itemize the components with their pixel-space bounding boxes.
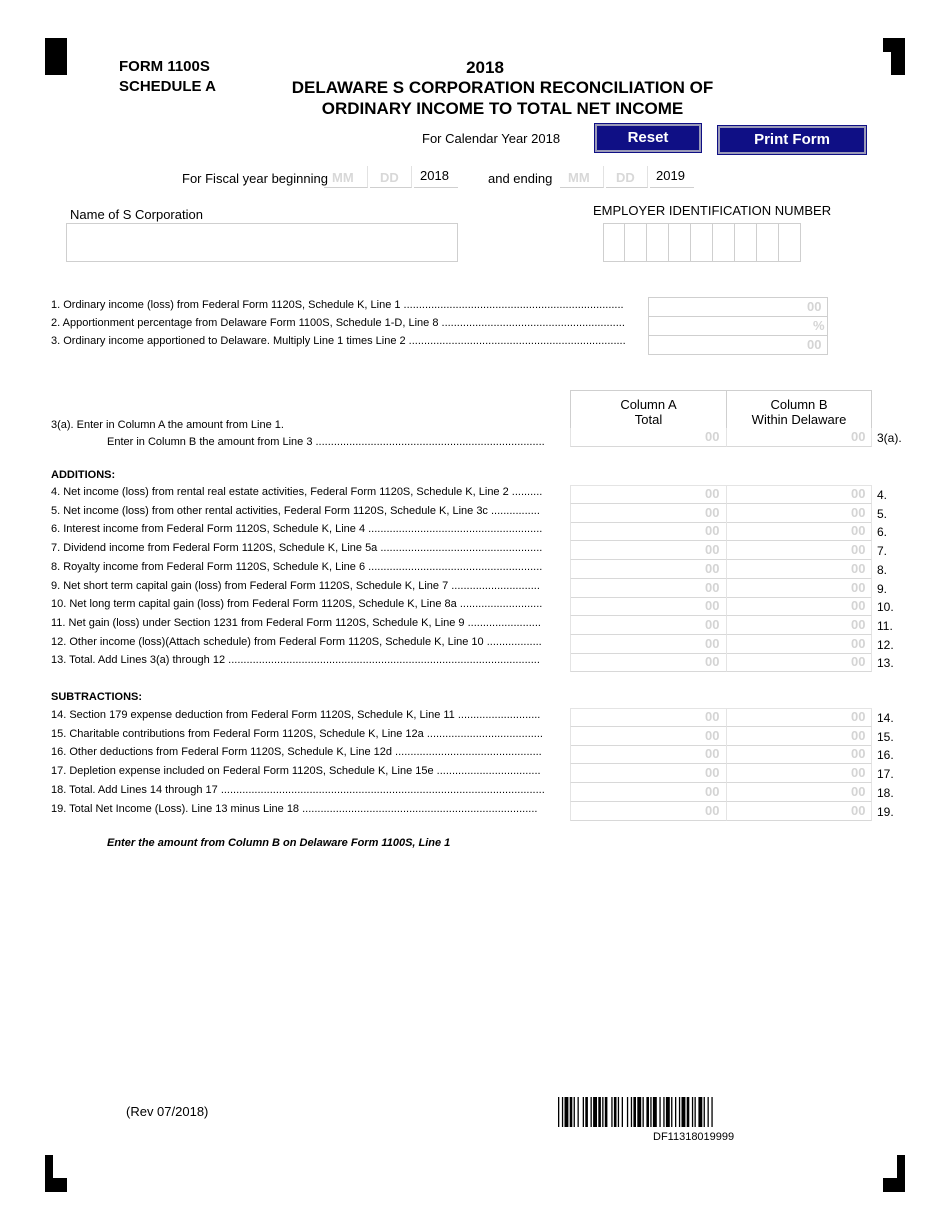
line-18-number: 18. bbox=[877, 785, 894, 800]
line-6-label: 6. Interest income from Federal Form 1120S, Schedule K, Line 4 ......................................................... bbox=[51, 523, 543, 536]
schedule-label: SCHEDULE A bbox=[119, 78, 216, 95]
line-18-column-a-cents: 00 bbox=[705, 783, 720, 799]
barcode-text: DF11318019999 bbox=[653, 1131, 735, 1143]
fiscal-ending-label: and ending bbox=[488, 171, 553, 186]
line-18-column-a-input[interactable] bbox=[570, 783, 727, 802]
line-8-column-b-input[interactable] bbox=[726, 560, 872, 579]
barcode-bar bbox=[558, 1097, 559, 1127]
line-3a-number: 3(a). bbox=[877, 431, 902, 445]
line-11-column-b-cents: 00 bbox=[851, 616, 866, 632]
line-13-number: 13. bbox=[877, 656, 894, 671]
line-6-column-b-input[interactable] bbox=[726, 522, 872, 541]
line-5-column-b-cents: 00 bbox=[851, 504, 866, 520]
line-17-column-a-input[interactable] bbox=[570, 764, 727, 783]
line-4-column-b-input[interactable] bbox=[726, 485, 872, 504]
barcode-bar bbox=[562, 1097, 563, 1127]
line-16-number: 16. bbox=[877, 748, 894, 763]
barcode-bar bbox=[671, 1097, 672, 1127]
line-3-label: 3. Ordinary income apportioned to Delaware. Multiply Line 1 times Line 2 ....................................................................... bbox=[51, 335, 626, 347]
barcode-bar bbox=[605, 1097, 608, 1127]
barcode-bar bbox=[574, 1097, 575, 1127]
barcode-bar bbox=[618, 1097, 619, 1127]
ein-digit-2[interactable] bbox=[625, 223, 647, 262]
begin-month-placeholder: MM bbox=[332, 170, 354, 185]
barcode-bar bbox=[675, 1097, 676, 1127]
line-10-column-b-input[interactable] bbox=[726, 597, 872, 616]
line-3a-column-a-cents: 00 bbox=[705, 429, 720, 444]
line-17-number: 17. bbox=[877, 767, 894, 782]
line-7-number: 7. bbox=[877, 544, 888, 559]
barcode-bar bbox=[679, 1097, 680, 1127]
page-title-line2: ORDINARY INCOME TO TOTAL NET INCOME bbox=[321, 99, 684, 118]
line-6-column-a-cents: 00 bbox=[705, 523, 720, 539]
barcode-bar bbox=[614, 1097, 617, 1127]
barcode-bar bbox=[598, 1097, 601, 1127]
ein-digit-1[interactable] bbox=[603, 223, 625, 262]
line-10-label: 10. Net long term capital gain (loss) from Federal Form 1120S, Schedule K, Line 8a ........................... bbox=[51, 598, 543, 611]
line-6-column-a-input[interactable] bbox=[570, 522, 727, 541]
barcode-bar bbox=[704, 1097, 705, 1127]
line-18-column-b-cents: 00 bbox=[851, 783, 866, 799]
barcode-bar bbox=[627, 1097, 628, 1127]
barcode-bar bbox=[659, 1097, 660, 1127]
end-year-field[interactable] bbox=[650, 166, 694, 188]
line-8-number: 8. bbox=[877, 562, 888, 577]
line-16-column-a-cents: 00 bbox=[705, 746, 720, 762]
line-6-column-b-cents: 00 bbox=[851, 523, 866, 539]
instruction-text: Enter the amount from Column B on Delaware Form 1100S, Line 1 bbox=[107, 837, 451, 849]
print-form-button[interactable]: Print Form bbox=[718, 126, 866, 154]
line-3a-sublabel: Enter in Column B the amount from Line 3 ........................................................................... bbox=[107, 436, 545, 448]
column-a-header bbox=[570, 390, 727, 428]
line-11-column-b-input[interactable] bbox=[726, 616, 872, 635]
line-11-column-a-cents: 00 bbox=[705, 616, 720, 632]
ein-digit-7[interactable] bbox=[735, 223, 757, 262]
barcode bbox=[558, 1097, 828, 1127]
line-6-number: 6. bbox=[877, 525, 888, 540]
line-1-cents: 00 bbox=[807, 299, 822, 314]
line-4-column-b-cents: 00 bbox=[851, 486, 866, 501]
line-5-label: 5. Net income (loss) from other rental activities, Federal Form 1120S, Schedule K, Line 3c ................ bbox=[51, 504, 540, 517]
column-a-subtitle: Total bbox=[634, 412, 663, 427]
line-19-label: 19. Total Net Income (Loss). Line 13 minus Line 18 ............................................................................. bbox=[51, 802, 538, 815]
begin-month-field[interactable] bbox=[324, 166, 368, 188]
registration-mark-bottom-left bbox=[45, 1155, 67, 1192]
line-5-number: 5. bbox=[877, 506, 888, 521]
end-year-value: 2019 bbox=[656, 168, 685, 183]
fiscal-beginning-label: For Fiscal year beginning bbox=[182, 171, 328, 186]
line-17-column-a-cents: 00 bbox=[705, 765, 720, 781]
line-8-column-b-cents: 00 bbox=[851, 560, 866, 576]
barcode-bar bbox=[666, 1097, 670, 1127]
line-19-column-b-input[interactable] bbox=[726, 802, 872, 821]
barcode-bar bbox=[646, 1097, 649, 1127]
line-2-label: 2. Apportionment percentage from Delaware Form 1100S, Schedule 1-D, Line 8 ............................................................ bbox=[51, 317, 625, 329]
line-9-column-a-cents: 00 bbox=[705, 579, 720, 595]
line-4-column-a-cents: 00 bbox=[705, 486, 720, 501]
line-15-column-a-cents: 00 bbox=[705, 727, 720, 743]
line-16-column-a-input[interactable] bbox=[570, 745, 727, 764]
line-16-column-b-cents: 00 bbox=[851, 746, 866, 762]
begin-year-value: 2018 bbox=[420, 168, 449, 183]
line-19-column-a-input[interactable] bbox=[570, 802, 727, 821]
barcode-bar bbox=[650, 1097, 651, 1127]
column-a-title: Column A bbox=[620, 397, 677, 412]
begin-day-placeholder: DD bbox=[380, 170, 399, 185]
line-14-label: 14. Section 179 expense deduction from Federal Form 1120S, Schedule K, Line 11 ........................... bbox=[51, 709, 541, 721]
corp-name-input[interactable] bbox=[66, 223, 458, 262]
ein-digit-8[interactable] bbox=[757, 223, 779, 262]
ein-digit-4[interactable] bbox=[669, 223, 691, 262]
table-top-rule bbox=[570, 708, 872, 709]
ein-label: EMPLOYER IDENTIFICATION NUMBER bbox=[593, 203, 832, 218]
barcode-bar bbox=[687, 1097, 690, 1127]
line-17-column-b-input[interactable] bbox=[726, 764, 872, 783]
line-5-column-a-cents: 00 bbox=[705, 504, 720, 520]
line-3a-column-a-input[interactable] bbox=[570, 428, 727, 447]
line-17-label: 17. Depletion expense included on Federal Form 1120S, Schedule K, Line 15e .................................. bbox=[51, 765, 541, 778]
line-4-number: 4. bbox=[877, 488, 888, 502]
line-11-column-a-input[interactable] bbox=[570, 616, 727, 635]
barcode-bar bbox=[602, 1097, 603, 1127]
line-15-column-b-cents: 00 bbox=[851, 727, 866, 743]
line-9-column-a-input[interactable] bbox=[570, 579, 727, 598]
line-1-input[interactable] bbox=[648, 297, 828, 316]
barcode-bar bbox=[695, 1097, 696, 1127]
calendar-year: For Calendar Year 2018 bbox=[422, 131, 561, 146]
column-b-title: Column B bbox=[770, 397, 828, 412]
registration-mark-top-left bbox=[45, 38, 67, 75]
barcode-bar bbox=[708, 1097, 709, 1127]
end-day-field[interactable] bbox=[606, 166, 648, 188]
line-5-column-a-input[interactable] bbox=[570, 504, 727, 523]
barcode-bar bbox=[583, 1097, 584, 1127]
line-12-number: 12. bbox=[877, 637, 894, 652]
barcode-bar bbox=[637, 1097, 641, 1127]
registration-mark-top-right bbox=[883, 38, 905, 75]
line-19-column-b-cents: 00 bbox=[851, 802, 866, 818]
line-10-column-a-cents: 00 bbox=[705, 598, 720, 614]
ein-digit-3[interactable] bbox=[647, 223, 669, 262]
line-2-input[interactable] bbox=[648, 316, 828, 335]
line-13-column-a-cents: 00 bbox=[705, 654, 720, 670]
barcode-bar bbox=[711, 1097, 712, 1127]
line-16-label: 16. Other deductions from Federal Form 1120S, Schedule K, Line 12d ................................................ bbox=[51, 746, 542, 759]
table-top-rule bbox=[570, 485, 872, 486]
line-15-column-b-input[interactable] bbox=[726, 727, 872, 746]
line-1-label: 1. Ordinary income (loss) from Federal Form 1120S, Schedule K, Line 1 ........................................................................ bbox=[51, 299, 624, 311]
begin-day-field[interactable] bbox=[370, 166, 412, 188]
column-b-subtitle: Within Delaware bbox=[751, 412, 847, 427]
end-month-placeholder: MM bbox=[568, 170, 590, 185]
line-13-column-b-input[interactable] bbox=[726, 653, 872, 672]
line-15-label: 15. Charitable contributions from Federal Form 1120S, Schedule K, Line 12a ...................................... bbox=[51, 727, 543, 740]
line-18-label: 18. Total. Add Lines 14 through 17 .......................................................................................................... bbox=[51, 783, 545, 796]
line-12-column-a-cents: 00 bbox=[705, 635, 720, 651]
barcode-bar bbox=[631, 1097, 632, 1127]
begin-year-field[interactable] bbox=[414, 166, 458, 188]
line-12-label: 12. Other income (loss)(Attach schedule) from Federal Form 1120S, Schedule K, Line 10 .................. bbox=[51, 635, 542, 648]
line-14-number: 14. bbox=[877, 711, 894, 725]
form-code: FORM 1100S bbox=[119, 58, 210, 75]
barcode-bar bbox=[593, 1097, 597, 1127]
barcode-bar bbox=[578, 1097, 579, 1127]
line-12-column-b-input[interactable] bbox=[726, 635, 872, 654]
line-8-column-a-cents: 00 bbox=[705, 560, 720, 576]
line-11-label: 11. Net gain (loss) under Section 1231 from Federal Form 1120S, Schedule K, Line 9 ........................ bbox=[51, 616, 541, 629]
line-11-number: 11. bbox=[877, 618, 893, 633]
line-7-column-b-input[interactable] bbox=[726, 541, 872, 560]
line-3-cents: 00 bbox=[807, 337, 822, 352]
barcode-bar bbox=[698, 1097, 702, 1127]
line-10-column-b-cents: 00 bbox=[851, 598, 866, 614]
barcode-bar bbox=[591, 1097, 592, 1127]
line-10-column-a-input[interactable] bbox=[570, 597, 727, 616]
line-13-label: 13. Total. Add Lines 3(a) through 12 ...................................................................................................... bbox=[51, 654, 540, 667]
end-month-field[interactable] bbox=[560, 166, 604, 188]
line-14-column-a-input[interactable] bbox=[570, 708, 727, 727]
ein-digit-6[interactable] bbox=[713, 223, 735, 262]
line-19-column-a-cents: 00 bbox=[705, 802, 720, 818]
line-4-column-a-input[interactable] bbox=[570, 485, 727, 504]
barcode-bar bbox=[585, 1097, 588, 1127]
line-9-number: 9. bbox=[877, 581, 888, 596]
barcode-bar bbox=[663, 1097, 664, 1127]
corp-name-label: Name of S Corporation bbox=[70, 207, 203, 222]
line-7-column-a-cents: 00 bbox=[705, 542, 720, 558]
line-16-column-b-input[interactable] bbox=[726, 745, 872, 764]
line-3a-label: 3(a). Enter in Column A the amount from Line 1. bbox=[51, 419, 284, 431]
line-9-label: 9. Net short term capital gain (loss) from Federal Form 1120S, Schedule K, Line 7 ............................. bbox=[51, 579, 540, 592]
line-7-label: 7. Dividend income from Federal Form 1120S, Schedule K, Line 5a ..................................................... bbox=[51, 542, 543, 555]
revision-date: (Rev 07/2018) bbox=[126, 1104, 209, 1119]
barcode-bar bbox=[682, 1097, 686, 1127]
barcode-bar bbox=[653, 1097, 657, 1127]
line-12-column-b-cents: 00 bbox=[851, 635, 866, 651]
barcode-bar bbox=[570, 1097, 573, 1127]
column-b-header bbox=[726, 390, 872, 428]
line-3-input[interactable] bbox=[648, 335, 828, 355]
barcode-bar bbox=[622, 1097, 623, 1127]
ein-digit-9[interactable] bbox=[779, 223, 801, 262]
line-13-column-b-cents: 00 bbox=[851, 654, 866, 670]
end-day-placeholder: DD bbox=[616, 170, 635, 185]
page-title-line1: DELAWARE S CORPORATION RECONCILIATION OF bbox=[291, 78, 714, 97]
line-7-column-b-cents: 00 bbox=[851, 542, 866, 558]
line-14-column-b-input[interactable] bbox=[726, 708, 872, 727]
barcode-bar bbox=[565, 1097, 569, 1127]
barcode-bar bbox=[643, 1097, 644, 1127]
line-7-column-a-input[interactable] bbox=[570, 541, 727, 560]
line-8-column-a-input[interactable] bbox=[570, 560, 727, 579]
line-14-column-a-cents: 00 bbox=[705, 709, 720, 724]
line-9-column-b-input[interactable] bbox=[726, 579, 872, 598]
line-2-percent: % bbox=[813, 318, 825, 333]
line-14-column-b-cents: 00 bbox=[851, 709, 866, 724]
line-17-column-b-cents: 00 bbox=[851, 765, 866, 781]
line-8-label: 8. Royalty income from Federal Form 1120S, Schedule K, Line 6 ......................................................... bbox=[51, 560, 543, 573]
line-15-number: 15. bbox=[877, 729, 894, 744]
ein-digit-5[interactable] bbox=[691, 223, 713, 262]
registration-mark-bottom-right bbox=[883, 1155, 905, 1192]
barcode-bar bbox=[611, 1097, 612, 1127]
additions-heading: ADDITIONS: bbox=[51, 469, 116, 481]
line-18-column-b-input[interactable] bbox=[726, 783, 872, 802]
line-13-column-a-input[interactable] bbox=[570, 653, 727, 672]
line-3a-column-b-cents: 00 bbox=[851, 429, 866, 444]
barcode-bar bbox=[692, 1097, 693, 1127]
tax-year: 2018 bbox=[466, 58, 504, 77]
line-12-column-a-input[interactable] bbox=[570, 635, 727, 654]
subtractions-heading: SUBTRACTIONS: bbox=[51, 691, 143, 703]
line-4-label: 4. Net income (loss) from rental real estate activities, Federal Form 1120S, Schedule K, Line 2 .......... bbox=[51, 486, 543, 498]
reset-button[interactable]: Reset bbox=[595, 124, 701, 152]
line-5-column-b-input[interactable] bbox=[726, 504, 872, 523]
line-10-number: 10. bbox=[877, 600, 894, 615]
line-15-column-a-input[interactable] bbox=[570, 727, 727, 746]
line-3a-column-b-input[interactable] bbox=[726, 428, 872, 447]
barcode-bar bbox=[633, 1097, 636, 1127]
line-9-column-b-cents: 00 bbox=[851, 579, 866, 595]
line-19-number: 19. bbox=[877, 804, 894, 819]
